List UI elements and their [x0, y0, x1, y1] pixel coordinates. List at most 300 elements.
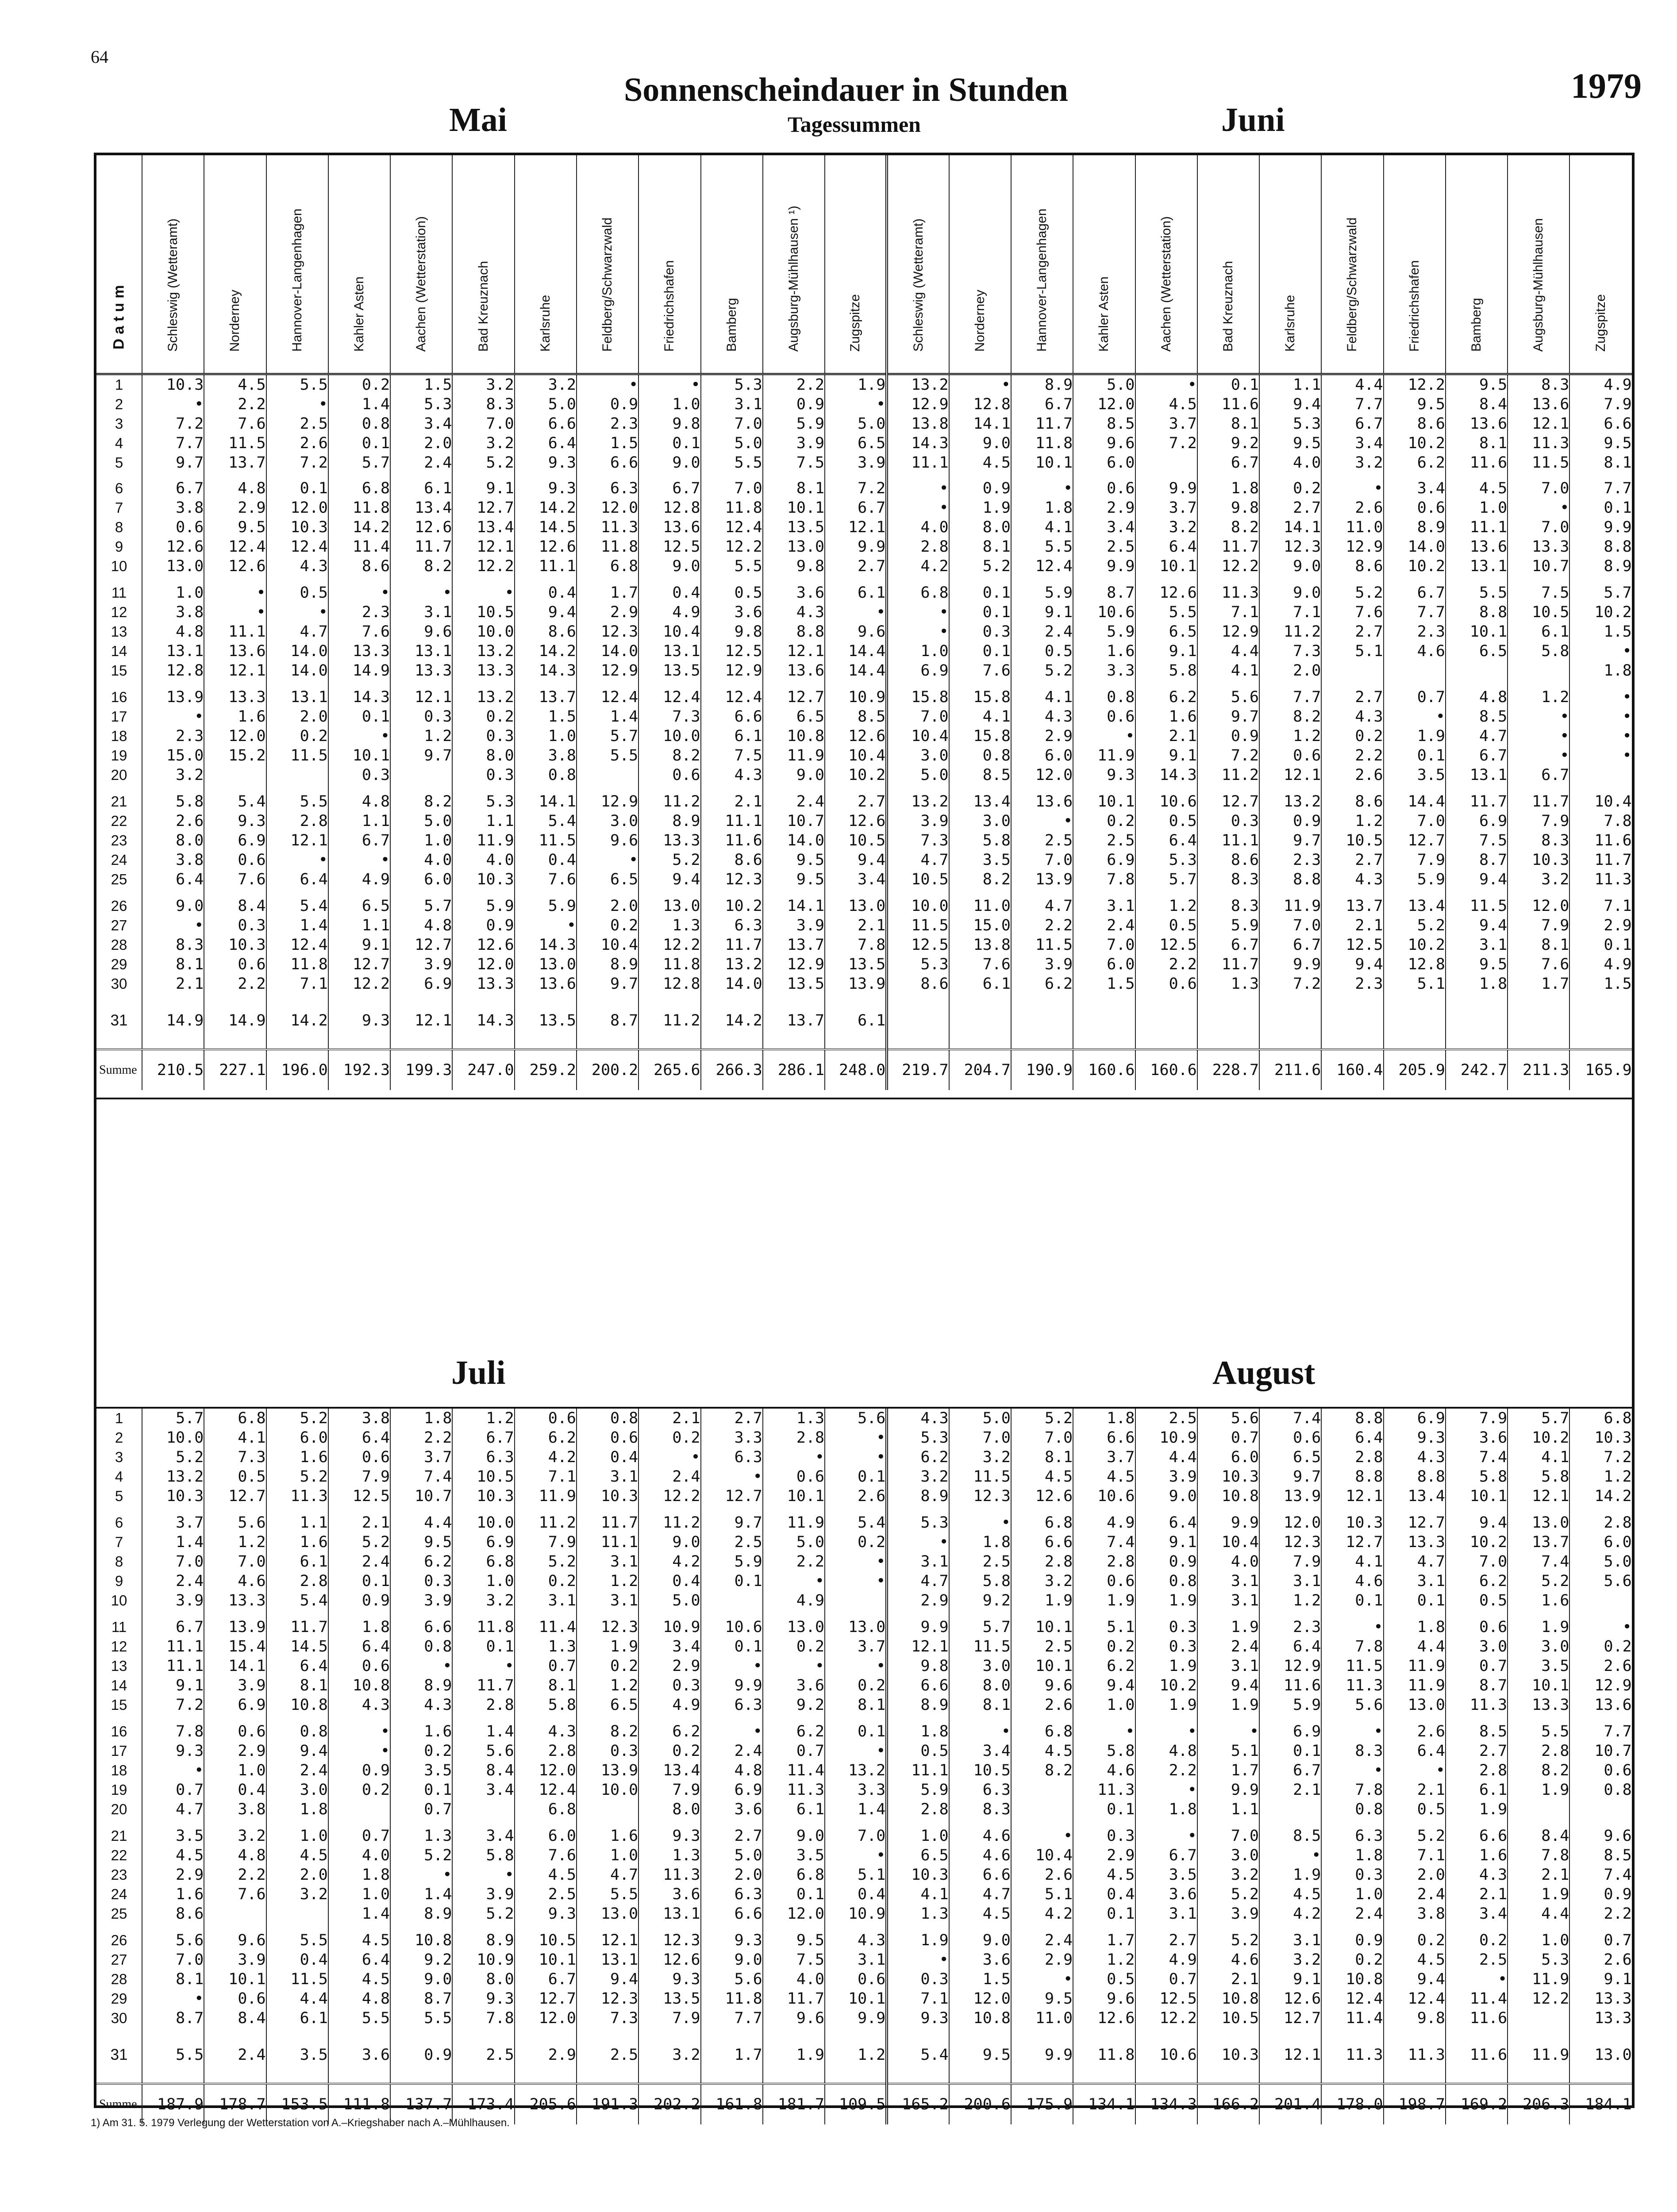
- sum-label: Summe: [96, 2084, 142, 2124]
- value-cell: 9.3 14.2 14.5 12.6 11.1: [515, 479, 577, 583]
- value-cell: 8.3 5.9 6.7 11.7 1.3: [1197, 896, 1259, 1001]
- value-cell: 12.3 12.6 9.3 13.5 7.9: [638, 1931, 700, 2035]
- value-cell: 2.8 6.0 5.0 5.6: [1569, 1513, 1631, 1617]
- header-station-label: Kahler Asten: [1096, 276, 1112, 352]
- value-cell: [887, 1001, 949, 1049]
- value-cell: 13.0 0.2 • 3.6 9.2: [763, 1617, 825, 1722]
- value-cell: • 10.4 2.6 5.1 4.2: [1011, 1826, 1073, 1931]
- header-station-label: Augsburg-Mühlhausen ¹): [786, 205, 801, 352]
- value-cell: 14.3: [452, 1001, 514, 1049]
- sum-cell: 109.5: [825, 2084, 887, 2124]
- value-cell: 0.2 2.7 14.1 12.3 9.0: [1259, 479, 1321, 583]
- value-cell: 6.6 0.8 • 8.9 4.3: [390, 1617, 452, 1722]
- value-cell: 4.3 3.1 0.6 10.1 9.9: [825, 1931, 887, 2035]
- sum-cell: 161.8: [701, 2084, 763, 2124]
- sum-cell: 134.1: [1073, 2084, 1135, 2124]
- value-cell: 5.5 8.8 10.1 6.5: [1446, 583, 1508, 687]
- value-cell: 5.2 6.0 1.6 5.2 11.3: [266, 1409, 328, 1513]
- header-station: [1135, 155, 1197, 374]
- sum-cell: 200.6: [949, 2084, 1011, 2124]
- value-cell: 12.6 5.5 6.5 9.1 5.8: [1135, 583, 1197, 687]
- value-cell: • 7.8 11.5 11.3 5.6: [1321, 1617, 1383, 1722]
- day-group-row: [96, 792, 1632, 896]
- value-cell: 9.7 2.5 5.9 0.1: [701, 1513, 763, 1617]
- datum-cell: 31: [110, 1011, 128, 1029]
- value-cell: 12.1: [1259, 2035, 1321, 2084]
- value-cell: 5.6 0.7 6.0 10.3 10.8: [1197, 1409, 1259, 1513]
- value-cell: 4.9 7.9 6.6 9.5 8.1: [1569, 374, 1631, 479]
- value-cell: 14.2: [266, 1001, 328, 1049]
- value-cell: 5.8 2.6 8.0 3.8 6.4: [142, 792, 204, 896]
- value-cell: 1.6 1.0 4.7 5.5 13.0: [577, 1826, 638, 1931]
- value-cell: 7.2 6.7 12.1 9.9 2.7: [825, 479, 887, 583]
- value-cell: 5.2 7.6 2.7 5.1: [1321, 583, 1383, 687]
- month-title-may: Mai: [449, 101, 507, 138]
- header-datum-label: Datum: [110, 280, 127, 349]
- value-cell: 5.0 7.0 3.2 11.5 12.3: [949, 1409, 1011, 1513]
- value-cell: 5.9 0.9 12.6 12.0 13.3: [452, 896, 514, 1001]
- value-cell: 1.1 9.4 5.3 9.5 4.0: [1259, 374, 1321, 479]
- sum-cell: 165.9: [1569, 1049, 1631, 1090]
- value-cell: [1446, 1001, 1508, 1049]
- day-group-row: [96, 896, 1632, 1001]
- value-cell: 9.5: [949, 2035, 1011, 2084]
- value-cell: • 0.9 2.3 1.5 6.6: [577, 374, 638, 479]
- value-cell: 5.2 7.1 2.0 2.4 3.8: [1384, 1826, 1446, 1931]
- value-cell: 4.7 2.2 11.5 3.9 6.2: [1011, 896, 1073, 1001]
- value-cell: 8.7 10.6 5.9 1.6 3.3: [1073, 583, 1135, 687]
- value-cell: 0.4 4.9 10.4 13.1 13.5: [638, 583, 700, 687]
- value-cell: 11.2: [638, 1001, 700, 1049]
- value-cell: 0.9 0.2 10.8 12.4 11.4: [1321, 1931, 1383, 2035]
- value-cell: [1135, 1001, 1197, 1049]
- value-cell: 7.0 3.0 3.2 5.2 3.9: [1197, 1826, 1259, 1931]
- value-cell: 8.2 5.0 1.0 4.0 6.0: [390, 792, 452, 896]
- value-cell: 4.1 4.3 2.9 6.0 12.0: [1011, 687, 1073, 792]
- value-cell: 10.6 0.1 • 9.9 6.3: [701, 1617, 763, 1722]
- value-cell: 0.6 3.0 0.7 8.7 11.3: [1446, 1617, 1508, 1722]
- datum-cell: 11 12 13 14 15: [111, 1619, 127, 1713]
- value-cell: 5.6 7.0 8.1 • 8.7: [142, 1931, 204, 2035]
- value-cell: 5.7 11.5 3.0 8.0 8.1: [949, 1617, 1011, 1722]
- value-cell: 13.4 3.0 5.8 3.5 8.2: [949, 792, 1011, 896]
- sum-cell: 204.7: [949, 1049, 1011, 1090]
- header-station-label: Bamberg: [724, 298, 739, 352]
- value-cell: 9.9 10.4 4.0 3.1 3.1: [1197, 1513, 1259, 1617]
- value-cell: 5.0 12.0 8.5 9.6 6.0: [1073, 374, 1135, 479]
- value-cell: 6.7 11.1 11.1 9.1 7.2: [142, 1617, 204, 1722]
- header-datum: [96, 155, 142, 374]
- value-cell: 1.7 1.2 0.5 9.6 12.6: [1073, 1931, 1135, 2035]
- value-cell: 1.8 6.4 0.6 10.8 4.3: [328, 1617, 390, 1722]
- value-cell: 0.7 4.0 1.8 1.0 1.4: [328, 1826, 390, 1931]
- day-group-row: [96, 1722, 1632, 1826]
- header-station: [887, 155, 949, 374]
- sum-cell: 242.7: [1446, 1049, 1508, 1090]
- value-cell: 1.4 5.6 8.4 3.4: [452, 1722, 514, 1826]
- value-cell: 4.3 5.3 6.2 3.2 8.9: [887, 1409, 949, 1513]
- header-station-label: Friedrichshafen: [1407, 260, 1422, 352]
- value-cell: 7.8 9.3 • 0.7 4.7: [142, 1722, 204, 1826]
- value-cell: 14.4 7.0 12.7 7.9 5.9: [1384, 792, 1446, 896]
- value-cell: • • • •: [1569, 687, 1631, 792]
- day-group-row: [96, 1826, 1632, 1931]
- value-cell: 6.8 11.8 14.2 11.4 8.6: [328, 479, 390, 583]
- value-cell: 11.7 14.5 6.4 8.1 10.8: [266, 1617, 328, 1722]
- value-cell: 7.1 2.9 0.1 4.9 1.5: [1569, 896, 1631, 1001]
- value-cell: 4.5 6.4 4.5 4.8 5.5: [328, 1931, 390, 2035]
- value-cell: 10.0 11.5 12.5 5.3 8.6: [887, 896, 949, 1001]
- header-station-label: Zugspitze: [848, 294, 863, 352]
- value-cell: • 10.5 10.0 13.2 13.3: [452, 583, 514, 687]
- value-cell: 6.7 12.8 13.6 12.5 9.0: [638, 479, 700, 583]
- value-cell: 4.4 9.5 6.2 0.3 3.9: [390, 1513, 452, 1617]
- header-station-label: Aachen (Wetterstation): [1158, 216, 1173, 352]
- value-cell: 8.1 10.1 13.5 13.0 9.8: [763, 479, 825, 583]
- sum-cell: 200.2: [577, 1049, 638, 1090]
- sum-cell: 134.3: [1135, 2084, 1197, 2124]
- value-cell: 12.7 6.5 10.8 11.9 9.0: [763, 687, 825, 792]
- value-cell: 14.3 0.1 • 10.1 0.3: [328, 687, 390, 792]
- value-cell: 12.1: [390, 1001, 452, 1049]
- sum-cell: 160.6: [1073, 1049, 1135, 1090]
- sum-cell: 219.7: [887, 1049, 949, 1090]
- value-cell: 3.4 5.8 • 3.9 5.2: [452, 1826, 514, 1931]
- datum-cell: 6 7 8 9 10: [111, 1514, 127, 1609]
- value-cell: 6.1 • 9.6 14.4 14.4: [825, 583, 887, 687]
- value-cell: 7.0 11.8 12.4 12.2 5.5: [701, 479, 763, 583]
- value-cell: 5.6 1.2 7.0 4.6 13.3: [204, 1513, 266, 1617]
- sum-cell: 184.1: [1569, 2084, 1631, 2124]
- value-cell: 0.6 6.2 4.2 7.1 11.9: [515, 1409, 577, 1513]
- value-cell: 9.3 1.3 11.3 3.6 13.1: [638, 1826, 700, 1931]
- value-cell: • 4.8 2.2 • 1.8: [1135, 1722, 1197, 1826]
- value-cell: 6.1 13.4 12.6 11.7 8.2: [390, 479, 452, 583]
- value-cell: 0.7 2.6 9.1 13.3 13.3: [1569, 1931, 1631, 2035]
- value-cell: 10.5 10.1 6.7 12.7 12.0: [515, 1931, 577, 2035]
- value-cell: 13.5: [515, 1001, 577, 1049]
- value-cell: 3.7 1.4 7.0 2.4 3.9: [142, 1513, 204, 1617]
- value-cell: 0.2 1.4 0.8 0.1 5.7: [328, 374, 390, 479]
- value-cell: 1.2 6.7 6.3 10.5 10.3: [452, 1409, 514, 1513]
- datum-cell: 26 27 28 29 30: [111, 1932, 127, 2026]
- datum-cell: 1 2 3 4 5: [115, 376, 123, 471]
- value-cell: 4.5 2.2 7.6 11.5 13.7: [204, 374, 266, 479]
- value-cell: 7.4 0.6 6.5 9.7 13.9: [1259, 1409, 1321, 1513]
- value-cell: 9.9: [1011, 2035, 1073, 2084]
- value-cell: 13.0 2.1 7.8 13.5 13.9: [825, 896, 887, 1001]
- value-cell: • 12.8 14.1 9.0 4.5: [949, 374, 1011, 479]
- value-cell: 4.4 7.7 6.7 3.4 3.2: [1321, 374, 1383, 479]
- value-cell: 5.5 0.4 11.5 4.4 6.1: [266, 1931, 328, 2035]
- value-cell: 0.4 9.4 8.6 14.2 14.3: [515, 583, 577, 687]
- value-cell: 9.3 9.0 5.6 11.8 7.7: [701, 1931, 763, 2035]
- value-cell: [1197, 1001, 1259, 1049]
- header-station: [949, 155, 1011, 374]
- sum-cell: 166.2: [1197, 2084, 1259, 2124]
- day-31-row: [96, 2035, 1632, 2084]
- value-cell: 9.0 3.6 1.5 12.0 10.8: [949, 1931, 1011, 2035]
- value-cell: 5.4 9.3 6.9 0.6 7.6: [204, 792, 266, 896]
- value-cell: 0.9 1.9 8.0 8.1 5.2: [949, 479, 1011, 583]
- value-cell: 6.8 4.5 8.2: [1011, 1722, 1073, 1826]
- value-cell: 13.2 12.9 13.8 14.3 11.1: [887, 374, 949, 479]
- value-cell: [1011, 1001, 1073, 1049]
- value-cell: 3.2 5.0 6.6 6.4 9.3: [515, 374, 577, 479]
- value-cell: 0.8 9.4 2.4 3.0 1.8: [266, 1722, 328, 1826]
- value-cell: 5.4 1.4 12.4 11.8 7.1: [266, 896, 328, 1001]
- header-station-label: Aachen (Wetterstation): [414, 216, 429, 352]
- sum-cell: 173.4: [452, 2084, 514, 2124]
- value-cell: 3.2: [638, 2035, 700, 2084]
- value-cell: 12.7 0.3 11.1 8.6 8.3: [1197, 792, 1259, 896]
- value-cell: 10.3 • 7.2 7.7 9.7: [142, 374, 204, 479]
- header-station: [1446, 155, 1508, 374]
- day-group-row: [96, 374, 1632, 479]
- value-cell: 5.7 10.2 4.1 5.8 12.1: [1508, 1409, 1569, 1513]
- header-station: [515, 155, 577, 374]
- value-cell: 2.6 6.4 • 2.1 0.5: [1384, 1722, 1446, 1826]
- sum-cell: 259.2: [515, 1049, 577, 1090]
- value-cell: 8.9 6.7 11.7 11.8 10.1: [1011, 374, 1073, 479]
- value-cell: • 1.8 2.5 5.8 9.2: [949, 1513, 1011, 1617]
- header-station: [1508, 155, 1569, 374]
- value-cell: 6.2 0.2 13.4 7.9 8.0: [638, 1722, 700, 1826]
- value-cell: 0.1 • 13.2 3.3 1.4: [825, 1722, 887, 1826]
- value-cell: 6.9 0.1 6.7 2.1: [1259, 1722, 1321, 1826]
- value-cell: 5.5: [142, 2035, 204, 2084]
- value-cell: 1.3 5.2 • 1.4 8.9: [390, 1826, 452, 1931]
- value-cell: 0.9: [390, 2035, 452, 2084]
- value-cell: 8.6 1.2 10.5 2.7 4.3: [1321, 792, 1383, 896]
- value-cell: 1.9 2.4 3.1 9.4 1.9: [1197, 1617, 1259, 1722]
- value-cell: 13.9 • 2.3 15.0 3.2: [142, 687, 204, 792]
- sum-cell: 286.1: [763, 1049, 825, 1090]
- value-cell: 1.7 2.9 12.3 14.0 12.9: [577, 583, 638, 687]
- value-cell: 10.9 8.5 12.6 10.4 10.2: [825, 687, 887, 792]
- value-cell: 2.7 5.0 2.0 6.3 6.6: [701, 1826, 763, 1931]
- value-cell: 11.7 11.1 3.1 1.2 3.1: [577, 1513, 638, 1617]
- sum-cell: 211.6: [1259, 1049, 1321, 1090]
- header-station: [1259, 155, 1321, 374]
- value-cell: 10.6: [1135, 2035, 1197, 2084]
- value-cell: 1.8 4.4 11.9 11.9 13.0: [1384, 1617, 1446, 1722]
- value-cell: 3.8 6.4 0.6 7.9 12.5: [328, 1409, 390, 1513]
- datum-cell: 11 12 13 14 15: [111, 584, 127, 679]
- value-cell: • • 4.0 2.8 4.2: [887, 479, 949, 583]
- header-station-label: Zugspitze: [1593, 294, 1608, 352]
- footnote: 1) Am 31. 5. 1979 Verlegung der Wetterstation von A.–Kriegshaber nach A.–Mühlhausen.: [91, 2117, 510, 2129]
- sum-cell: 191.3: [577, 2084, 638, 2124]
- value-cell: 12.4 7.3 10.0 8.2 0.6: [638, 687, 700, 792]
- value-cell: 6.3 12.0 11.3 11.8 6.8: [577, 479, 638, 583]
- value-cell: 3.1 3.2 9.1 12.6 12.7: [1259, 1931, 1321, 2035]
- sum-cell: 266.3: [701, 1049, 763, 1090]
- value-cell: 11.5 9.4 3.1 9.5 1.8: [1446, 896, 1508, 1001]
- value-cell: • 3.1 9.6 13.1 13.3: [390, 583, 452, 687]
- value-cell: 5.5 2.8 8.2 1.9: [1508, 1722, 1569, 1826]
- value-cell: 12.4 6.6 6.1 7.5 4.3: [701, 687, 763, 792]
- page-title: Sonnenscheindauer in Stunden: [624, 71, 1068, 108]
- page-subtitle: Tagessummen: [788, 112, 921, 137]
- value-cell: • 4.5 3.7 7.2: [1135, 374, 1197, 479]
- value-cell: 1.9 3.0 3.5 10.1 13.3: [1508, 1617, 1569, 1722]
- value-cell: 2.7 3.3 6.3 • 12.7: [701, 1409, 763, 1513]
- value-cell: [1073, 1001, 1135, 1049]
- value-cell: • 2.6 11.0 12.9 8.6: [1321, 479, 1383, 583]
- header-station: [1197, 155, 1259, 374]
- value-cell: 2.1 0.2 • 2.4 12.2: [638, 1409, 700, 1513]
- value-cell: 6.7 3.8 0.6 12.6 13.0: [142, 479, 204, 583]
- value-cell: 7.7 0.1 9.9 8.8 8.9: [1569, 479, 1631, 583]
- value-cell: 5.3 3.1 7.0 5.0 5.5: [701, 374, 763, 479]
- value-cell: 4.3 2.8 12.0 12.4 6.8: [515, 1722, 577, 1826]
- value-cell: 2.5: [452, 2035, 514, 2084]
- value-cell: 9.5 7.5 4.0 11.7 9.6: [763, 1931, 825, 2035]
- header-station: [204, 155, 266, 374]
- value-cell: 5.5 • 2.5 2.6 7.2: [266, 374, 328, 479]
- value-cell: 14.9: [142, 1001, 204, 1049]
- value-cell: 5.9 • 14.3 13.0 13.6: [515, 896, 577, 1001]
- value-cell: 2.7 4.3 0.2 2.2 2.6: [1321, 687, 1383, 792]
- sum-cell: 196.0: [266, 1049, 328, 1090]
- value-cell: 8.5 2.7 2.8 6.1 1.9: [1446, 1722, 1508, 1826]
- header-station-label: Hannover-Langenhagen: [1035, 208, 1050, 352]
- header-station: [390, 155, 452, 374]
- sum-cell: 175.9: [1011, 2084, 1073, 2124]
- value-cell: 2.5: [577, 2035, 638, 2084]
- value-cell: 0.1 0.1 0.3 0.1 7.6: [949, 583, 1011, 687]
- header-station: [701, 155, 763, 374]
- sum-cell: 160.6: [1135, 1049, 1197, 1090]
- value-cell: 4.8 8.5 4.7 6.7 13.1: [1446, 687, 1508, 792]
- value-cell: 0.7 • 1.9 0.1 3.5: [1384, 687, 1446, 792]
- value-cell: 1.2 0.5 12.5 2.2 0.6: [1135, 896, 1197, 1001]
- sum-cell: 181.7: [763, 2084, 825, 2124]
- value-cell: 1.1 1.6 6.1 2.8 5.4: [266, 1513, 328, 1617]
- sum-cell: 137.7: [390, 2084, 452, 2124]
- value-cell: 8.8 6.4 2.8 8.8 12.1: [1321, 1409, 1383, 1513]
- value-cell: 1.0 5.3 11.9 12.2: [1508, 1931, 1569, 2035]
- value-cell: 10.8 9.2 9.0 8.7 5.5: [390, 1931, 452, 2035]
- month-title-june: Juni: [1221, 101, 1285, 138]
- value-cell: 6.8 • • 1.0 6.9: [887, 583, 949, 687]
- page-year: 1979: [1571, 67, 1642, 106]
- header-station: [1384, 155, 1446, 374]
- value-cell: 13.7 1.5 1.0 3.8 0.8: [515, 687, 577, 792]
- header-station-label: Kahler Asten: [351, 276, 366, 352]
- value-cell: 0.5 3.6 9.8 12.5 12.9: [701, 583, 763, 687]
- sum-cell: 247.0: [452, 1049, 514, 1090]
- value-cell: 12.3 1.9 0.2 1.2 6.5: [577, 1617, 638, 1722]
- value-cell: 9.6 8.5 7.4 0.9 2.2: [1569, 1826, 1631, 1931]
- datum-cell: 6 7 8 9 10: [111, 480, 127, 574]
- header-station-label: Karlsruhe: [1283, 295, 1298, 352]
- value-cell: 10.3 12.7 4.1 4.6 0.1: [1321, 1513, 1383, 1617]
- header-station: [638, 155, 700, 374]
- value-cell: 6.3 1.8 0.3 1.0 2.4: [1321, 1826, 1383, 1931]
- datum-cell: 21 22 23 24 25: [111, 793, 127, 887]
- sum-cell: 265.6: [638, 1049, 700, 1090]
- sum-cell: 198.7: [1384, 2084, 1446, 2124]
- value-cell: 0.6 2.9 1.0 0.4 3.8: [204, 1722, 266, 1826]
- value-cell: 8.4 7.8 2.1 1.9 4.4: [1508, 1826, 1569, 1931]
- value-cell: 5.2 4.6 2.1 10.8 10.5: [1197, 1931, 1259, 2035]
- value-cell: 6.2 0.7 11.4 11.3 6.1: [763, 1722, 825, 1826]
- sum-cell: 248.0: [825, 1049, 887, 1090]
- sum-cell: 169.2: [1446, 2084, 1508, 2124]
- value-cell: 11.2 8.9 13.3 5.2 9.4: [638, 792, 700, 896]
- table-gap: [94, 1099, 1635, 1407]
- value-cell: 1.6 0.2 3.5 0.1 0.7: [390, 1722, 452, 1826]
- value-cell: • • 0.9 0.2: [328, 1722, 390, 1826]
- header-station-label: Norderney: [972, 289, 987, 352]
- month-title-july: Juli: [451, 1354, 506, 1391]
- value-cell: 2.7 4.9 0.7 12.5 12.2: [1135, 1931, 1197, 2035]
- sum-cell: 210.5: [142, 1049, 204, 1090]
- sum-cell: 228.7: [1197, 1049, 1259, 1090]
- value-cell: 5.4: [887, 2035, 949, 2084]
- header-station: [142, 155, 204, 374]
- value-cell: • 2.4 4.8 6.9 3.6: [701, 1722, 763, 1826]
- value-cell: 11.3: [1321, 2035, 1383, 2084]
- value-cell: 7.7 8.2 1.2 0.6 12.1: [1259, 687, 1321, 792]
- value-cell: 5.7 10.2 1.5 • 1.8: [1569, 583, 1631, 687]
- value-cell: 1.7: [701, 2035, 763, 2084]
- value-cell: 0.5 • 4.7 14.0 14.0: [266, 583, 328, 687]
- header-station-label: Schleswig (Wetteramt): [165, 218, 181, 352]
- value-cell: 11.2 9.0 4.2 0.4 5.0: [638, 1513, 700, 1617]
- value-cell: 0.3 2.9 4.5 0.4 0.1: [1073, 1826, 1135, 1931]
- value-cell: 15.8 7.0 10.4 3.0 5.0: [887, 687, 949, 792]
- value-cell: 10.3: [1197, 2035, 1259, 2084]
- sum-cell: 202.2: [638, 2084, 700, 2124]
- value-cell: 11.8: [1073, 2035, 1135, 2084]
- value-cell: 1.9: [763, 2035, 825, 2084]
- value-cell: • 1.0 9.8 0.1 9.0: [638, 374, 700, 479]
- value-cell: 4.8 2.9 9.5 12.4 12.6: [204, 479, 266, 583]
- header-station: [577, 155, 638, 374]
- value-cell: 15.8 4.1 15.8 0.8 8.5: [949, 687, 1011, 792]
- header-station-label: Feldberg/Schwarzwald: [600, 217, 615, 352]
- sum-cell: 206.3: [1508, 2084, 1569, 2124]
- value-cell: 13.2 0.2 0.3 8.0 0.3: [452, 687, 514, 792]
- value-cell: 3.2 4.8 2.2 7.6: [204, 1826, 266, 1931]
- datum-cell: 1 2 3 4 5: [115, 1410, 123, 1504]
- sum-cell: 165.2: [887, 2084, 949, 2124]
- value-cell: 10.0 6.9 6.8 1.0 3.2: [452, 1513, 514, 1617]
- value-cell: 7.0 • 7.0 13.3 10.7: [1508, 479, 1569, 583]
- value-cell: 9.6 3.9 10.1 0.6 8.4: [204, 1931, 266, 2035]
- value-cell: 10.1 0.2 2.5 6.9 7.8: [1073, 792, 1135, 896]
- header-station-label: Karlsruhe: [538, 295, 553, 352]
- header-station: [266, 155, 328, 374]
- header-station-label: Bad Kreuznach: [1220, 261, 1235, 352]
- value-cell: 5.6 • • 0.1 2.6: [825, 1409, 887, 1513]
- header-station-label: Hannover-Langenhagen: [289, 208, 304, 352]
- value-cell: [949, 1001, 1011, 1049]
- value-cell: 6.0 7.6 4.5 2.5 9.3: [515, 1826, 577, 1931]
- sum-row: [96, 1049, 1632, 1090]
- value-cell: • 6.7 3.5 3.6 3.1: [1135, 1826, 1197, 1931]
- value-cell: 9.3: [328, 1001, 390, 1049]
- day-group-row: [96, 479, 1632, 583]
- page-number: 64: [91, 47, 108, 67]
- value-cell: 13.0 13.7 7.4 5.2 1.6: [1508, 1513, 1569, 1617]
- value-cell: 13.2 3.9 7.3 4.7 10.5: [887, 792, 949, 896]
- value-cell: 2.3 6.4 12.9 11.6 5.9: [1259, 1617, 1321, 1722]
- value-cell: 11.7 6.9 7.5 8.7 9.4: [1446, 792, 1508, 896]
